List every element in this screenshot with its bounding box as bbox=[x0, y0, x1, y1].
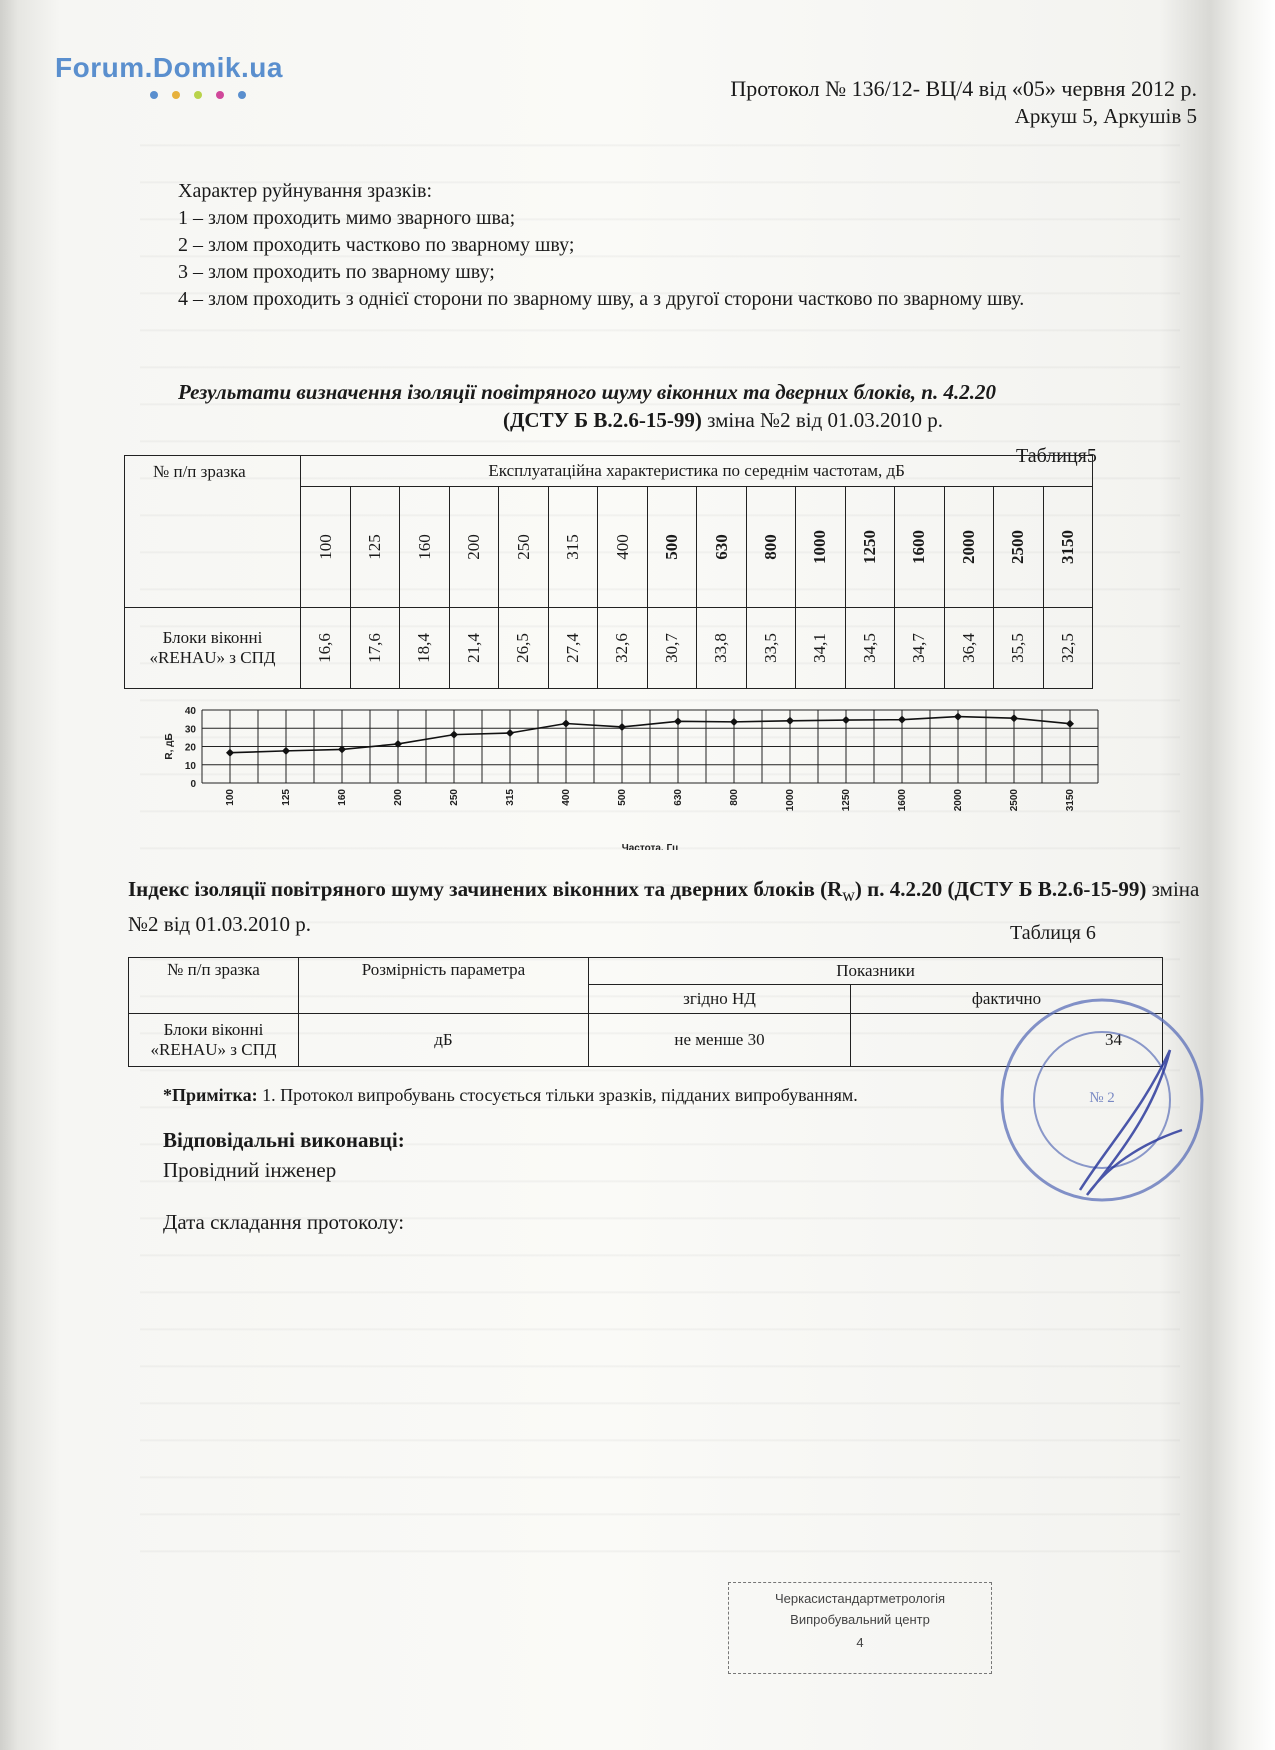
chart-data-point bbox=[562, 720, 570, 728]
failure-item: 3 – злом проходить по зварному шву; bbox=[178, 261, 495, 283]
table5-value-cell bbox=[548, 608, 598, 689]
table5-value: 17,6 bbox=[364, 633, 384, 663]
table5-value-cell bbox=[301, 608, 351, 689]
table5-label: Таблиця5 bbox=[1016, 445, 1097, 467]
chart-x-tick-label: 630 bbox=[673, 789, 684, 806]
watermark-dots bbox=[150, 86, 260, 104]
note-text: 1. Протокол випробувань стосується тільки зразків, підданих випробуванням. bbox=[262, 1085, 858, 1105]
failure-characteristics bbox=[178, 178, 1188, 313]
table5-frequency-label: 1250 bbox=[859, 530, 879, 564]
table6-nd-value: не менше 30 bbox=[589, 1014, 851, 1067]
table5-value: 26,5 bbox=[513, 633, 533, 663]
responsible-title: Відповідальні виконавці: bbox=[163, 1128, 405, 1152]
chart-x-tick-label: 1600 bbox=[897, 789, 908, 812]
table5-frequency-label: 125 bbox=[364, 534, 384, 560]
table5-frequency-label: 1000 bbox=[810, 530, 830, 564]
table5-value: 27,4 bbox=[562, 633, 582, 663]
sheet-count: Аркуш 5, Аркушів 5 bbox=[1014, 104, 1197, 128]
table6-label: Таблиця 6 bbox=[1010, 922, 1096, 944]
table5-value-cell bbox=[796, 608, 846, 689]
chart-x-tick-label: 3150 bbox=[1065, 789, 1076, 812]
table6-param-header: Розмірність параметра bbox=[299, 958, 589, 1014]
chart-y-tick-label: 40 bbox=[184, 706, 196, 717]
chart-x-tick-label: 160 bbox=[337, 789, 348, 806]
chart-data-point bbox=[730, 718, 738, 726]
chart-x-tick-label: 315 bbox=[505, 789, 516, 806]
table5-frequency-label: 315 bbox=[562, 534, 582, 560]
table5-value: 34,7 bbox=[909, 633, 929, 663]
table5-frequency-cell bbox=[796, 487, 846, 608]
chart-y-tick-label: 0 bbox=[190, 779, 196, 790]
failure-title: Характер руйнування зразків: bbox=[178, 180, 433, 202]
table5-frequency-label: 1600 bbox=[909, 530, 929, 564]
table5-value: 33,8 bbox=[711, 633, 731, 663]
table5-value: 30,7 bbox=[661, 633, 681, 663]
table5-value-cell bbox=[1043, 608, 1093, 689]
chart-data-point bbox=[1010, 714, 1018, 722]
table6-sample-header: № п/п зразка bbox=[129, 958, 299, 1014]
table6-nd-header: згідно НД bbox=[589, 985, 851, 1014]
chart-data-point bbox=[618, 723, 626, 731]
table5-frequency-label: 400 bbox=[612, 534, 632, 560]
chart-x-tick-label: 2500 bbox=[1009, 789, 1020, 812]
chart-x-tick-label: 125 bbox=[281, 789, 292, 806]
chart-data-point bbox=[1066, 720, 1074, 728]
table5-value: 34,1 bbox=[810, 633, 830, 663]
round-seal-stamp bbox=[992, 990, 1212, 1210]
table5-value: 33,5 bbox=[760, 633, 780, 663]
watermark-dot bbox=[194, 91, 202, 99]
table5-value: 36,4 bbox=[958, 633, 978, 663]
results-title-dstu-line bbox=[178, 406, 1188, 434]
chart-x-axis-label: Частота, Гц bbox=[621, 843, 679, 850]
chart-x-tick-label: 200 bbox=[393, 789, 404, 806]
table5-frequency-label: 630 bbox=[711, 534, 731, 560]
table5-frequency-cell bbox=[944, 487, 994, 608]
table5-values-row bbox=[125, 608, 1093, 689]
chart-x-tick-label: 1000 bbox=[785, 789, 796, 812]
table6-actual-value: 34 bbox=[851, 1014, 1163, 1067]
table5-frequency-cell bbox=[1043, 487, 1093, 608]
chart-data-point bbox=[674, 717, 682, 725]
stamp-line1: Черкасистандартметрологія bbox=[774, 1591, 945, 1606]
index-title-part2: ) п. 4.2.20 (ДСТУ Б В.2.6-15-99) bbox=[854, 877, 1147, 901]
table5-value: 32,5 bbox=[1057, 633, 1077, 663]
table5-value-cell bbox=[350, 608, 400, 689]
table5-frequency-label: 250 bbox=[513, 534, 533, 560]
table5-value-cell bbox=[746, 608, 796, 689]
table5-frequency-label: 100 bbox=[315, 534, 335, 560]
table5-value: 16,6 bbox=[315, 633, 335, 663]
round-seal-icon bbox=[992, 990, 1212, 1210]
table5-value-cell bbox=[449, 608, 499, 689]
stamp-number: № 2 bbox=[1089, 1090, 1115, 1106]
index-change: зміна №2 від 01.03.2010 р. bbox=[128, 877, 1200, 937]
chart-data-point bbox=[450, 731, 458, 739]
table5-row-label: Блоки віконні «REHAU» з СПД bbox=[125, 608, 301, 689]
table5-value-cell bbox=[895, 608, 945, 689]
compilation-date-label: Дата складання протоколу: bbox=[163, 1210, 405, 1234]
chart-data-point bbox=[506, 729, 514, 737]
table5-frequency-cell bbox=[350, 487, 400, 608]
table5-frequency-cell bbox=[845, 487, 895, 608]
table5-value-cell bbox=[647, 608, 697, 689]
chart-data-point bbox=[226, 749, 234, 757]
lead-engineer: Провідний інженер bbox=[163, 1158, 337, 1182]
table6-actual-header: фактично bbox=[851, 985, 1163, 1014]
table5-frequency-cell bbox=[400, 487, 450, 608]
chart-x-tick-label: 400 bbox=[561, 789, 572, 806]
failure-item: 4 – злом проходить з однієї сторони по зварному шву, а з другої сторони частково по зварному шву. bbox=[178, 288, 1025, 310]
table5-frequency-cell bbox=[598, 487, 648, 608]
watermark-dot bbox=[150, 91, 158, 99]
table5-frequency-cell bbox=[994, 487, 1044, 608]
chart-x-tick-label: 250 bbox=[449, 789, 460, 806]
table5-value: 35,5 bbox=[1008, 633, 1028, 663]
table5-frequency-label: 800 bbox=[760, 534, 780, 560]
stamp-page: 4 bbox=[856, 1635, 864, 1650]
table5-frequency-label: 2000 bbox=[958, 530, 978, 564]
table5-frequency-cell bbox=[697, 487, 747, 608]
table5-value-cell bbox=[944, 608, 994, 689]
table5-frequency-label: 200 bbox=[463, 534, 483, 560]
protocol-number: Протокол № 136/12- ВЦ/4 від «05» червня 2012 р. bbox=[730, 76, 1197, 101]
table5-value: 21,4 bbox=[463, 633, 483, 663]
chart-x-tick-label: 800 bbox=[729, 789, 740, 806]
table5-group-header: Експлуатаційна характеристика по середнім частотам, дБ bbox=[301, 456, 1093, 487]
table6-row-label: Блоки віконні «REHAU» з СПД bbox=[129, 1014, 299, 1067]
table5-value-cell bbox=[994, 608, 1044, 689]
failure-item: 2 – злом проходить частково по зварному шву; bbox=[178, 234, 575, 256]
table5-sample-header: № п/п зразка bbox=[125, 456, 301, 608]
table5-frequency-cell bbox=[548, 487, 598, 608]
table5-value-cell bbox=[598, 608, 648, 689]
table5-frequency-label: 3150 bbox=[1057, 530, 1077, 564]
results-dstu: (ДСТУ Б В.2.6-15-99) bbox=[502, 408, 702, 432]
chart-data-point bbox=[786, 717, 794, 725]
site-watermark: Forum.Domik.ua bbox=[55, 52, 283, 83]
chart-y-tick-label: 10 bbox=[184, 760, 196, 772]
chart-y-axis-label: R, дБ bbox=[164, 733, 175, 760]
watermark-dot bbox=[172, 91, 180, 99]
table5-frequency-label: 160 bbox=[414, 534, 434, 560]
chart-data-point bbox=[842, 716, 850, 724]
table5-frequency-cell bbox=[301, 487, 351, 608]
table5-value-cell bbox=[400, 608, 450, 689]
table6-unit: дБ bbox=[299, 1014, 589, 1067]
chart-svg bbox=[150, 700, 1130, 850]
table6-indicators-header: Показники bbox=[589, 958, 1163, 985]
index-title-part1: Індекс ізоляції повітряного шуму зачинених віконних та дверних блоків (R bbox=[128, 877, 843, 901]
chart-x-tick-label: 100 bbox=[225, 789, 236, 806]
chart-x-tick-label: 500 bbox=[617, 789, 628, 806]
table5-value: 34,5 bbox=[859, 633, 879, 663]
table5-frequency-label: 500 bbox=[661, 534, 681, 560]
watermark-dot bbox=[216, 91, 224, 99]
results-title-italic: Результати визначення ізоляції повітряного шуму віконних та дверних блоків, п. 4.2.20 bbox=[178, 380, 996, 404]
table5-frequency-label: 2500 bbox=[1008, 530, 1028, 564]
note bbox=[163, 1085, 858, 1106]
index-title-subscript: w bbox=[842, 885, 855, 906]
chart-y-tick-label: 30 bbox=[184, 724, 196, 736]
chart-x-tick-label: 1250 bbox=[841, 789, 852, 812]
chart-x-tick-label: 2000 bbox=[953, 789, 964, 812]
table5-frequency-cell bbox=[746, 487, 796, 608]
table5-value: 32,6 bbox=[612, 633, 632, 663]
table5-value-cell bbox=[499, 608, 549, 689]
table5-value-cell bbox=[845, 608, 895, 689]
rectangular-stamp bbox=[728, 1582, 992, 1674]
results-heading bbox=[178, 378, 1188, 434]
note-label: *Примітка: bbox=[163, 1085, 258, 1105]
stamp-line2: Випробувальний центр bbox=[790, 1612, 930, 1627]
failure-item: 1 – злом проходить мимо зварного шва; bbox=[178, 207, 516, 229]
chart-data-point bbox=[282, 747, 290, 755]
table5 bbox=[124, 455, 1093, 689]
table5-value: 18,4 bbox=[414, 633, 434, 663]
table5-frequency-cell bbox=[449, 487, 499, 608]
table5-frequency-cell bbox=[647, 487, 697, 608]
table5-value-cell bbox=[697, 608, 747, 689]
sound-insulation-chart bbox=[150, 700, 1130, 850]
results-change: зміна №2 від 01.03.2010 р. bbox=[707, 408, 944, 432]
chart-data-point bbox=[898, 716, 906, 724]
table5-frequency-cell bbox=[895, 487, 945, 608]
chart-y-tick-label: 20 bbox=[184, 742, 196, 754]
chart-data-point bbox=[954, 713, 962, 721]
table5-frequency-cell bbox=[499, 487, 549, 608]
watermark-dot bbox=[238, 91, 246, 99]
